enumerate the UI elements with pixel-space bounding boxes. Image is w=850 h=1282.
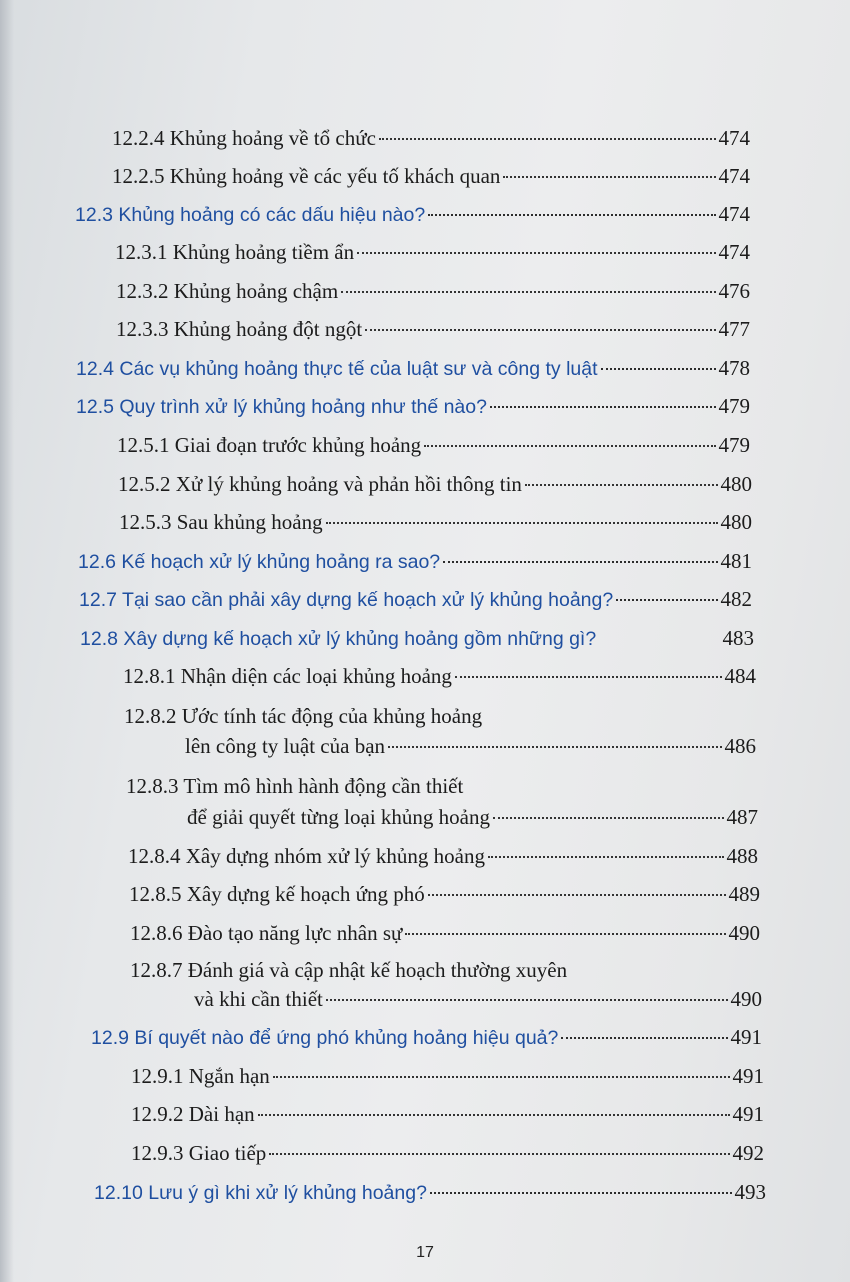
leader-dots [490, 406, 716, 408]
toc-entry-continuation [185, 734, 756, 759]
leader-dots [493, 817, 724, 819]
entry-page: 486 [724, 734, 756, 758]
leader-dots [273, 1076, 730, 1078]
entry-title-continued: lên công ty luật của bạn [185, 734, 386, 758]
entry-title: Kế hoạch xử lý khủng hoảng ra sao? [121, 551, 441, 573]
entry-page: 474 [718, 126, 750, 150]
toc-entry-first-line [124, 704, 482, 729]
toc-section-entry [94, 1180, 766, 1205]
leader-dots [488, 856, 724, 858]
entry-page: 493 [734, 1180, 766, 1204]
entry-page: 478 [718, 356, 750, 380]
toc-section-entry [91, 1025, 762, 1050]
entry-page: 474 [718, 202, 750, 226]
entry-title-continued: để giải quyết từng loại khủng hoảng [187, 805, 490, 829]
toc-entry [131, 1102, 764, 1127]
entry-title: Xây dựng nhóm xử lý khủng hoảng [185, 844, 485, 868]
toc-entry [128, 844, 758, 869]
entry-page: 491 [732, 1102, 764, 1126]
entry-title: Nhận diện các loại khủng hoảng [180, 664, 452, 688]
leader-dots [388, 746, 721, 748]
toc-entry-first-line [130, 958, 567, 983]
leader-dots [269, 1153, 729, 1155]
entry-number: 12.8.3 [126, 774, 179, 798]
toc-entry [117, 433, 750, 458]
leader-dots [365, 329, 715, 331]
entry-number: 12.8.6 [130, 921, 183, 945]
entry-page: 474 [718, 240, 750, 264]
entry-number: 12.3 [75, 204, 113, 226]
entry-title: Khủng hoảng có các dấu hiệu nào? [118, 204, 426, 226]
entry-title: Quy trình xử lý khủng hoảng như thế nào? [119, 396, 487, 418]
entry-title: Bí quyết nào để ứng phó khủng hoảng hiệu quả? [134, 1027, 559, 1049]
entry-title: Tìm mô hình hành động cần thiết [183, 774, 464, 798]
toc-entry-first-line [126, 774, 463, 799]
entry-number: 12.9.3 [131, 1141, 184, 1165]
entry-title: Ước tính tác động của khủng hoảng [181, 704, 483, 728]
leader-dots [616, 599, 717, 601]
entry-title: Sau khủng hoảng [176, 510, 323, 534]
entry-number: 12.9.2 [131, 1102, 184, 1126]
toc-section-entry [76, 394, 750, 419]
leader-dots [455, 676, 722, 678]
entry-number: 12.8.5 [129, 882, 182, 906]
toc-entry [130, 921, 760, 946]
toc-section-entry [75, 202, 750, 227]
toc-entry [131, 1064, 764, 1089]
entry-title: Khủng hoảng về các yếu tố khách quan [169, 164, 501, 188]
entry-title: Xây dựng kế hoạch ứng phó [186, 882, 425, 906]
entry-number: 12.3.3 [116, 317, 169, 341]
leader-dots [357, 252, 715, 254]
entry-title: Giao tiếp [188, 1141, 267, 1165]
entry-page: 474 [718, 164, 750, 188]
entry-number: 12.2.4 [112, 126, 165, 150]
entry-title: Giai đoạn trước khủng hoảng [174, 433, 422, 457]
leader-dots [443, 561, 717, 563]
entry-number: 12.8.2 [124, 704, 177, 728]
toc-entry [123, 664, 756, 689]
entry-title: Các vụ khủng hoảng thực tế của luật sư và công ty luật [119, 358, 598, 380]
entry-page: 479 [718, 394, 750, 418]
entry-number: 12.7 [79, 589, 117, 611]
entry-page: 491 [732, 1064, 764, 1088]
leader-dots [428, 894, 726, 896]
entry-number: 12.8.1 [123, 664, 176, 688]
leader-dots [525, 484, 718, 486]
leader-dots [326, 999, 728, 1001]
toc-entry [116, 317, 750, 342]
entry-page: 491 [730, 1025, 762, 1049]
entry-title: Đánh giá và cập nhật kế hoạch thường xuyên [187, 958, 568, 982]
entry-title: Dài hạn [188, 1102, 255, 1126]
entry-page: 480 [720, 510, 752, 534]
entry-title: Ngắn hạn [188, 1064, 270, 1088]
toc-section-entry [78, 549, 752, 574]
entry-number: 12.3.1 [115, 240, 168, 264]
entry-page: 490 [728, 921, 760, 945]
entry-number: 12.5.1 [117, 433, 170, 457]
leader-dots [601, 368, 716, 370]
entry-number: 12.5.2 [118, 472, 171, 496]
entry-title: Khủng hoảng chậm [173, 279, 339, 303]
entry-number: 12.5 [76, 396, 114, 418]
toc-entry [115, 240, 750, 265]
leader-dots [326, 522, 718, 524]
entry-title: Khủng hoảng đột ngột [173, 317, 363, 341]
page-number: 17 [416, 1244, 434, 1261]
toc-entry [112, 164, 750, 189]
entry-number: 12.8.4 [128, 844, 181, 868]
entry-number: 12.9.1 [131, 1064, 184, 1088]
entry-number: 12.3.2 [116, 279, 169, 303]
leader-dots [379, 138, 716, 140]
entry-title: Khủng hoảng về tổ chức [169, 126, 376, 150]
entry-number: 12.6 [78, 551, 116, 573]
toc-entry-continuation [194, 987, 762, 1012]
entry-page: 489 [728, 882, 760, 906]
entry-number: 12.2.5 [112, 164, 165, 188]
leader-dots [258, 1114, 730, 1116]
entry-page: 492 [732, 1141, 764, 1165]
entry-page: 487 [726, 805, 758, 829]
entry-number: 12.8.7 [130, 958, 183, 982]
entry-title-continued: và khi cần thiết [194, 987, 323, 1011]
entry-page: 482 [720, 587, 752, 611]
toc-entry [119, 510, 752, 535]
entry-title: Khủng hoảng tiềm ẩn [172, 240, 355, 264]
leader-dots [503, 176, 715, 178]
entry-page: 481 [720, 549, 752, 573]
entry-page: 480 [720, 472, 752, 496]
toc-entry [112, 126, 750, 151]
toc-section-entry [79, 587, 752, 612]
toc-entry [118, 472, 752, 497]
entry-page: 477 [718, 317, 750, 341]
entry-page: 484 [724, 664, 756, 688]
toc-entry-continuation [187, 805, 758, 830]
leader-dots [424, 445, 715, 447]
entry-title: Xử lý khủng hoảng và phản hồi thông tin [175, 472, 522, 496]
entry-page: 488 [726, 844, 758, 868]
entry-number: 12.8 [80, 628, 118, 650]
entry-title: Đào tạo năng lực nhân sự [187, 921, 403, 945]
toc-entry [129, 882, 760, 907]
entry-number: 12.10 [94, 1182, 143, 1204]
entry-number: 12.5.3 [119, 510, 172, 534]
leader-dots [561, 1037, 727, 1039]
entry-page: 479 [718, 433, 750, 457]
entry-page: 490 [730, 987, 762, 1011]
leader-dots [405, 933, 725, 935]
toc-section-entry [76, 356, 750, 381]
entry-title: Lưu ý gì khi xử lý khủng hoảng? [148, 1182, 427, 1204]
entry-title: Xây dựng kế hoạch xử lý khủng hoảng gồm những gì? [123, 628, 597, 650]
entry-page: 476 [718, 279, 750, 303]
toc-section-entry [80, 626, 754, 651]
entry-number: 12.9 [91, 1027, 129, 1049]
toc-entry [131, 1141, 764, 1166]
leader-dots [428, 214, 715, 216]
entry-number: 12.4 [76, 358, 114, 380]
entry-page: 483 [722, 626, 754, 650]
leader-gap [599, 638, 719, 640]
toc-entry [116, 279, 750, 304]
leader-dots [430, 1192, 732, 1194]
entry-title: Tại sao cần phải xây dựng kế hoạch xử lý khủng hoảng? [122, 589, 614, 611]
leader-dots [341, 291, 715, 293]
